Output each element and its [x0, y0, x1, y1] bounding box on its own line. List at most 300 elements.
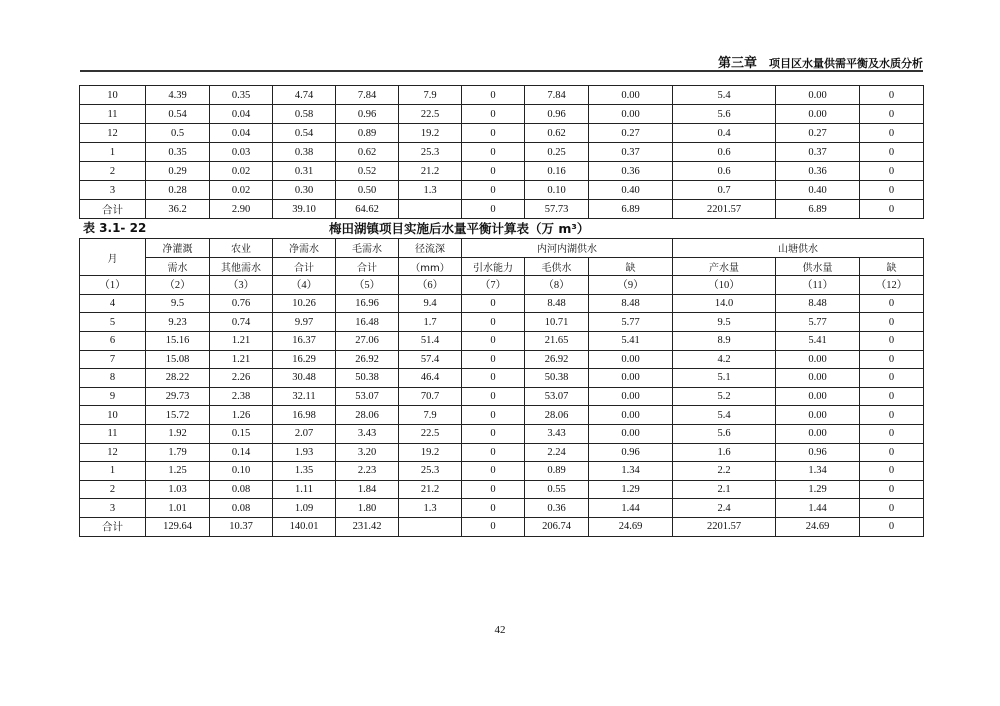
- table-cell: 0.00: [589, 369, 673, 388]
- table-cell: 0.96: [589, 443, 673, 462]
- header-pond-supply: 山塘供水: [673, 239, 924, 258]
- table-cell: 0: [860, 200, 924, 219]
- table-row: [80, 294, 924, 313]
- table-cell: 1.3: [399, 499, 462, 518]
- table-cell: 8.48: [589, 294, 673, 313]
- table-cell: 51.4: [399, 331, 462, 350]
- table-caption: [79, 217, 923, 237]
- table-title: 梅田湖镇项目实施后水量平衡计算表（万 m³）: [329, 221, 590, 236]
- table-cell: 6: [80, 331, 146, 350]
- table-cell: 4.39: [146, 86, 210, 105]
- table-cell: 16.96: [336, 294, 399, 313]
- table-cell: 7.9: [399, 86, 462, 105]
- table-cell: 28.22: [146, 369, 210, 388]
- table-cell: 53.07: [525, 387, 589, 406]
- table-cell: 39.10: [273, 200, 336, 219]
- table-cell: 0.5: [146, 124, 210, 143]
- table-cell: 0: [462, 200, 525, 219]
- table-row: [80, 462, 924, 481]
- header-c2a: 净灌溉: [146, 239, 210, 258]
- table-row: [80, 499, 924, 518]
- table-cell: 0: [860, 350, 924, 369]
- table-cell: 1.79: [146, 443, 210, 462]
- table-cell: 26.92: [525, 350, 589, 369]
- table-cell: 0: [462, 443, 525, 462]
- header-c11: 供水量: [776, 257, 860, 276]
- table-cell: 25.3: [399, 462, 462, 481]
- header-c3b: 其他需水: [210, 257, 273, 276]
- table-cell: 0.35: [146, 143, 210, 162]
- table-cell: 9.23: [146, 313, 210, 332]
- water-balance-table-continued: [79, 85, 924, 219]
- table-cell: 16.29: [273, 350, 336, 369]
- table-cell: 22.5: [399, 424, 462, 443]
- table-cell: 0: [462, 124, 525, 143]
- table-cell: 6.89: [776, 200, 860, 219]
- table-cell: 206.74: [525, 517, 589, 536]
- table-cell: 30.48: [273, 369, 336, 388]
- table-cell: 0.28: [146, 181, 210, 200]
- table-cell: 26.92: [336, 350, 399, 369]
- table-cell: 5.41: [589, 331, 673, 350]
- table-cell: 10.37: [210, 517, 273, 536]
- table-cell: 0.54: [146, 105, 210, 124]
- table-cell: 0.52: [336, 162, 399, 181]
- table-cell: 16.37: [273, 331, 336, 350]
- table-cell: 9: [80, 387, 146, 406]
- table-cell: 2: [80, 162, 146, 181]
- page-header: [80, 50, 923, 70]
- colnum: （10）: [673, 276, 776, 295]
- chapter-title: 项目区水量供需平衡及水质分析: [769, 57, 923, 70]
- colnum: （4）: [273, 276, 336, 295]
- header-c4b: 合计: [273, 257, 336, 276]
- table-cell: 1.93: [273, 443, 336, 462]
- table-cell: 57.73: [525, 200, 589, 219]
- colnum: （8）: [525, 276, 589, 295]
- table-cell: 2.4: [673, 499, 776, 518]
- table-cell: 0: [860, 162, 924, 181]
- table-top-body: [80, 86, 924, 219]
- table-cell: 0.76: [210, 294, 273, 313]
- table-cell: [399, 200, 462, 219]
- table-cell: 0.27: [589, 124, 673, 143]
- table-cell: 5.4: [673, 406, 776, 425]
- table-cell: 2.1: [673, 480, 776, 499]
- header-c6b: （mm）: [399, 257, 462, 276]
- table-cell: 0: [860, 406, 924, 425]
- table-cell: 1.26: [210, 406, 273, 425]
- table-cell: 0: [860, 387, 924, 406]
- table-cell: 0: [462, 387, 525, 406]
- table-cell: 0.6: [673, 162, 776, 181]
- table-cell: 0.36: [525, 499, 589, 518]
- table-cell: 1.44: [589, 499, 673, 518]
- table-cell: 3: [80, 181, 146, 200]
- table-cell: 0: [462, 86, 525, 105]
- table-cell: 0: [860, 86, 924, 105]
- table-cell: 0.62: [336, 143, 399, 162]
- table-cell: 0.89: [336, 124, 399, 143]
- table-cell: 0.25: [525, 143, 589, 162]
- colnum: （9）: [589, 276, 673, 295]
- table-cell: 1.21: [210, 350, 273, 369]
- table-cell: 0.30: [273, 181, 336, 200]
- table-cell: 0.00: [776, 350, 860, 369]
- table-cell: 0.96: [525, 105, 589, 124]
- header-c4a: 净需水: [273, 239, 336, 258]
- table-cell: 0: [462, 313, 525, 332]
- table-cell: 0: [860, 462, 924, 481]
- table-cell: 0.02: [210, 162, 273, 181]
- table-cell: 0.00: [589, 424, 673, 443]
- table-cell: 10: [80, 86, 146, 105]
- table-cell: 0.58: [273, 105, 336, 124]
- table-cell: 1.7: [399, 313, 462, 332]
- colnum: （12）: [860, 276, 924, 295]
- header-c6a: 径流深: [399, 239, 462, 258]
- table-header: [80, 239, 924, 295]
- table-cell: 2.90: [210, 200, 273, 219]
- table-cell: 10: [80, 406, 146, 425]
- header-c5a: 毛需水: [336, 239, 399, 258]
- table-cell: 3.43: [525, 424, 589, 443]
- table-cell: 5.6: [673, 424, 776, 443]
- table-cell: 0.00: [776, 86, 860, 105]
- table-cell: 0.54: [273, 124, 336, 143]
- table-row: [80, 480, 924, 499]
- table-cell: 4.2: [673, 350, 776, 369]
- chapter-label: 第三章: [717, 56, 757, 71]
- table-cell: 8.48: [525, 294, 589, 313]
- table-cell: 12: [80, 124, 146, 143]
- table-cell: 50.38: [525, 369, 589, 388]
- table-cell: 0: [462, 406, 525, 425]
- table-cell: 0.00: [776, 369, 860, 388]
- table-cell: 1.09: [273, 499, 336, 518]
- table-cell: 0.00: [776, 424, 860, 443]
- table-row: [80, 162, 924, 181]
- table-cell: 3.43: [336, 424, 399, 443]
- table-cell: 1.01: [146, 499, 210, 518]
- table-cell: 0: [462, 369, 525, 388]
- table-cell: 0: [860, 181, 924, 200]
- table-cell: 0: [462, 162, 525, 181]
- table-cell: 0.37: [589, 143, 673, 162]
- table-cell: 0.15: [210, 424, 273, 443]
- table-cell: 0.50: [336, 181, 399, 200]
- colnum: （7）: [462, 276, 525, 295]
- table-cell: 0.35: [210, 86, 273, 105]
- table-cell: 2.26: [210, 369, 273, 388]
- table-cell: 50.38: [336, 369, 399, 388]
- table-cell: 21.2: [399, 480, 462, 499]
- table-row: [80, 406, 924, 425]
- table-cell: 7.9: [399, 406, 462, 425]
- table-cell: 1.21: [210, 331, 273, 350]
- table-row: [80, 200, 924, 219]
- table-cell: 12: [80, 443, 146, 462]
- table-cell: 0.7: [673, 181, 776, 200]
- header-c8: 毛供水: [525, 257, 589, 276]
- colnum: （6）: [399, 276, 462, 295]
- header-c3a: 农业: [210, 239, 273, 258]
- table-cell: 0.14: [210, 443, 273, 462]
- table-cell: 5.4: [673, 86, 776, 105]
- water-balance-table: [79, 238, 924, 537]
- table-cell: 0.00: [589, 387, 673, 406]
- table-row: [80, 424, 924, 443]
- header-row-1: [80, 239, 924, 258]
- table-cell: 2.2: [673, 462, 776, 481]
- table-cell: 129.64: [146, 517, 210, 536]
- table-cell: 0.36: [776, 162, 860, 181]
- table-cell: 6.89: [589, 200, 673, 219]
- table-cell: 0: [462, 424, 525, 443]
- table-cell: 0: [462, 294, 525, 313]
- table-row: [80, 124, 924, 143]
- table-cell: 5.1: [673, 369, 776, 388]
- table-cell: 3.20: [336, 443, 399, 462]
- table-cell: 1.35: [273, 462, 336, 481]
- table-cell: 0: [860, 499, 924, 518]
- table-cell: 64.62: [336, 200, 399, 219]
- table-cell: 3: [80, 499, 146, 518]
- table-row: [80, 143, 924, 162]
- table-row: [80, 350, 924, 369]
- table-cell: 1.34: [589, 462, 673, 481]
- table-cell: 0: [860, 331, 924, 350]
- table-cell: 46.4: [399, 369, 462, 388]
- table-cell: 1: [80, 143, 146, 162]
- colnum: （11）: [776, 276, 860, 295]
- table-cell: 0: [860, 294, 924, 313]
- table-cell: 27.06: [336, 331, 399, 350]
- page-number: 42: [494, 624, 506, 636]
- table-cell: 0: [462, 181, 525, 200]
- table-row: [80, 86, 924, 105]
- table-cell: 9.5: [146, 294, 210, 313]
- table-cell: 7: [80, 350, 146, 369]
- table-cell: 0.40: [589, 181, 673, 200]
- table-cell: 0.02: [210, 181, 273, 200]
- table-cell: 0.10: [210, 462, 273, 481]
- table-cell: 0.6: [673, 143, 776, 162]
- header-c2b: 需水: [146, 257, 210, 276]
- table-cell: 合计: [80, 200, 146, 219]
- header-c12: 缺: [860, 257, 924, 276]
- table-cell: 0: [462, 143, 525, 162]
- table-cell: 0.10: [525, 181, 589, 200]
- table-cell: 0.62: [525, 124, 589, 143]
- table-cell: 0.40: [776, 181, 860, 200]
- table-cell: 57.4: [399, 350, 462, 369]
- table-row: [80, 331, 924, 350]
- table-cell: 合计: [80, 517, 146, 536]
- table-cell: 0.00: [776, 105, 860, 124]
- table-cell: 0: [462, 462, 525, 481]
- table-cell: 0: [860, 480, 924, 499]
- table-cell: 231.42: [336, 517, 399, 536]
- table-cell: 24.69: [776, 517, 860, 536]
- table-cell: 0: [462, 331, 525, 350]
- table-cell: 16.98: [273, 406, 336, 425]
- table-cell: 0: [860, 124, 924, 143]
- table-cell: 0: [860, 313, 924, 332]
- table-cell: 0.00: [589, 105, 673, 124]
- table-number: 表 3.1- 22: [83, 221, 147, 235]
- table-cell: 0: [860, 369, 924, 388]
- table-cell: 1.92: [146, 424, 210, 443]
- colnum: （5）: [336, 276, 399, 295]
- table-cell: 5.2: [673, 387, 776, 406]
- table-cell: 7.84: [336, 86, 399, 105]
- header-c5b: 合计: [336, 257, 399, 276]
- table-cell: 0.04: [210, 105, 273, 124]
- table-cell: 0.36: [589, 162, 673, 181]
- table-cell: 0.74: [210, 313, 273, 332]
- header-c7: 引水能力: [462, 257, 525, 276]
- table-cell: 0: [462, 105, 525, 124]
- table-cell: 15.72: [146, 406, 210, 425]
- table-cell: 2201.57: [673, 517, 776, 536]
- table-cell: 0.00: [776, 387, 860, 406]
- table-cell: 24.69: [589, 517, 673, 536]
- table-cell: 9.4: [399, 294, 462, 313]
- table-cell: 8.9: [673, 331, 776, 350]
- table-cell: 0.96: [336, 105, 399, 124]
- table-cell: 2.23: [336, 462, 399, 481]
- table-cell: 16.48: [336, 313, 399, 332]
- table-cell: 5.77: [589, 313, 673, 332]
- table-row: [80, 369, 924, 388]
- table-cell: 15.08: [146, 350, 210, 369]
- table-cell: 2.38: [210, 387, 273, 406]
- table-cell: 11: [80, 105, 146, 124]
- table-cell: 0.00: [589, 86, 673, 105]
- table-cell: 0.4: [673, 124, 776, 143]
- table-cell: 8: [80, 369, 146, 388]
- table-cell: [399, 517, 462, 536]
- header-row-2: [80, 257, 924, 276]
- table-cell: 2.07: [273, 424, 336, 443]
- table-cell: 9.97: [273, 313, 336, 332]
- column-number-row: [80, 276, 924, 295]
- table-cell: 21.65: [525, 331, 589, 350]
- table-cell: 25.3: [399, 143, 462, 162]
- table-row: [80, 517, 924, 536]
- table-row: [80, 443, 924, 462]
- table-cell: 1.6: [673, 443, 776, 462]
- table-bottom-body: [80, 294, 924, 536]
- table-cell: 1: [80, 462, 146, 481]
- table-cell: 9.5: [673, 313, 776, 332]
- table-cell: 0.55: [525, 480, 589, 499]
- table-cell: 53.07: [336, 387, 399, 406]
- colnum: （2）: [146, 276, 210, 295]
- table-cell: 0: [462, 517, 525, 536]
- table-cell: 0: [860, 443, 924, 462]
- table-cell: 0.96: [776, 443, 860, 462]
- table-row: [80, 105, 924, 124]
- colnum: （1）: [80, 276, 146, 295]
- table-cell: 0.16: [525, 162, 589, 181]
- header-rule: [80, 70, 923, 72]
- table-cell: 0.89: [525, 462, 589, 481]
- table-cell: 0.00: [776, 406, 860, 425]
- table-cell: 10.71: [525, 313, 589, 332]
- table-cell: 1.3: [399, 181, 462, 200]
- table-row: [80, 387, 924, 406]
- table-cell: 0: [860, 143, 924, 162]
- table-cell: 70.7: [399, 387, 462, 406]
- table-cell: 19.2: [399, 124, 462, 143]
- table-cell: 0: [860, 105, 924, 124]
- table-cell: 0.29: [146, 162, 210, 181]
- table-cell: 28.06: [336, 406, 399, 425]
- table-cell: 1.34: [776, 462, 860, 481]
- table-row: [80, 181, 924, 200]
- table-cell: 5.77: [776, 313, 860, 332]
- table-cell: 5: [80, 313, 146, 332]
- table-cell: 4.74: [273, 86, 336, 105]
- table-cell: 0.08: [210, 480, 273, 499]
- table-cell: 5.41: [776, 331, 860, 350]
- table-cell: 1.25: [146, 462, 210, 481]
- table-cell: 36.2: [146, 200, 210, 219]
- header-text: [718, 52, 923, 71]
- table-cell: 1.29: [776, 480, 860, 499]
- table-cell: 0.03: [210, 143, 273, 162]
- table-cell: 0: [462, 499, 525, 518]
- header-c9: 缺: [589, 257, 673, 276]
- table-cell: 5.6: [673, 105, 776, 124]
- table-cell: 1.84: [336, 480, 399, 499]
- table-cell: 28.06: [525, 406, 589, 425]
- table-cell: 15.16: [146, 331, 210, 350]
- table-cell: 14.0: [673, 294, 776, 313]
- table-cell: 8.48: [776, 294, 860, 313]
- table-cell: 0.00: [589, 350, 673, 369]
- header-month: 月: [80, 239, 146, 276]
- table-cell: 21.2: [399, 162, 462, 181]
- table-cell: 0.08: [210, 499, 273, 518]
- table-cell: 1.03: [146, 480, 210, 499]
- table-cell: 10.26: [273, 294, 336, 313]
- header-river-supply: 内河内湖供水: [462, 239, 673, 258]
- table-cell: 1.44: [776, 499, 860, 518]
- table-cell: 0: [860, 424, 924, 443]
- table-cell: 0: [462, 350, 525, 369]
- table-cell: 2201.57: [673, 200, 776, 219]
- colnum: （3）: [210, 276, 273, 295]
- table-cell: 32.11: [273, 387, 336, 406]
- table-cell: 0: [462, 480, 525, 499]
- table-cell: 0.00: [589, 406, 673, 425]
- table-cell: 0.37: [776, 143, 860, 162]
- table-cell: 22.5: [399, 105, 462, 124]
- table-cell: 1.80: [336, 499, 399, 518]
- table-cell: 1.29: [589, 480, 673, 499]
- table-cell: 0.38: [273, 143, 336, 162]
- table-cell: 19.2: [399, 443, 462, 462]
- table-cell: 2.24: [525, 443, 589, 462]
- table-cell: 0: [860, 517, 924, 536]
- table-row: [80, 313, 924, 332]
- table-cell: 0.31: [273, 162, 336, 181]
- table-cell: 1.11: [273, 480, 336, 499]
- table-cell: 11: [80, 424, 146, 443]
